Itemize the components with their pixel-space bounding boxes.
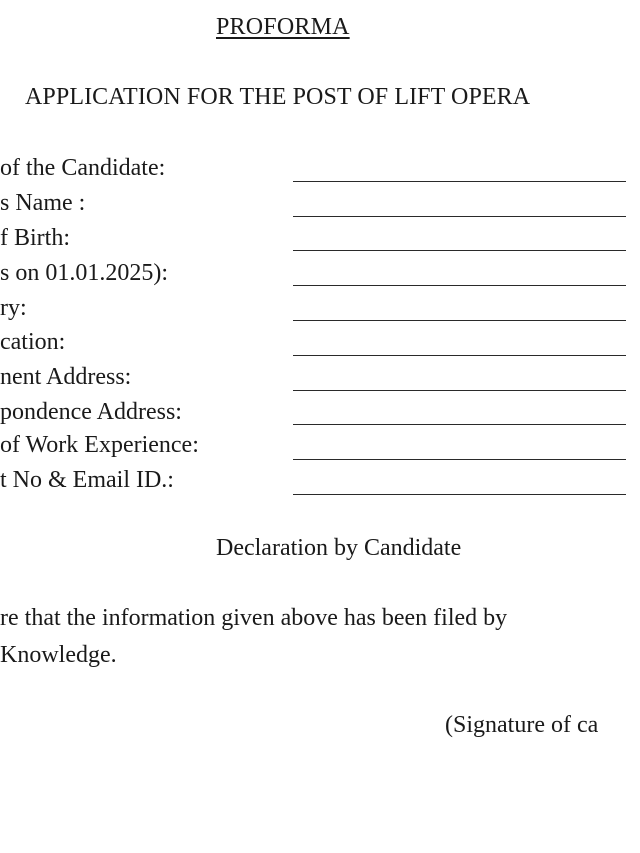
field-label-category: ry: [0,295,27,321]
application-title: APPLICATION FOR THE POST OF LIFT OPERA [25,84,531,110]
field-label-correspondence-address: pondence Address: [0,399,182,425]
field-label-age: s on 01.01.2025): [0,260,168,286]
field-label-qualification: cation: [0,329,66,355]
field-line-candidate-name[interactable] [293,181,626,182]
field-line-category[interactable] [293,320,626,321]
field-line-qualification[interactable] [293,355,626,356]
field-label-work-experience: of Work Experience: [0,432,199,458]
signature-label: (Signature of ca [445,712,599,738]
field-line-contact-email[interactable] [293,494,626,495]
field-label-candidate-name: of the Candidate: [0,155,166,181]
field-line-work-experience[interactable] [293,459,626,460]
field-line-date-of-birth[interactable] [293,250,626,251]
field-line-age[interactable] [293,285,626,286]
declaration-heading: Declaration by Candidate [216,535,462,561]
declaration-text-line1: re that the information given above has been filed by [0,605,508,631]
field-label-contact-email: t No & Email ID.: [0,467,174,493]
field-label-date-of-birth: f Birth: [0,225,70,251]
field-label-father-name: s Name : [0,190,86,216]
proforma-heading: PROFORMA [216,14,350,40]
declaration-text-line2: Knowledge. [0,642,117,668]
field-line-father-name[interactable] [293,216,626,217]
field-line-permanent-address[interactable] [293,390,626,391]
field-line-correspondence-address[interactable] [293,424,626,425]
field-label-permanent-address: nent Address: [0,364,132,390]
